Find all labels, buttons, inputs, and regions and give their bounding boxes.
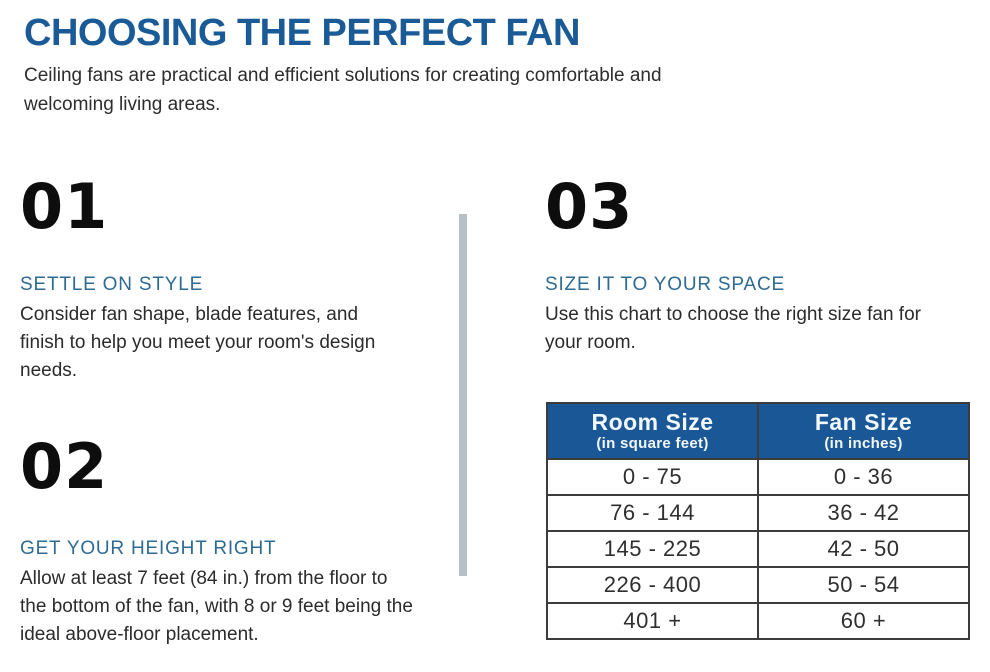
column-header-room-size (547, 403, 758, 459)
step-1-number: 01 (20, 170, 109, 243)
fan-size-table (546, 402, 970, 640)
table-header-row (547, 403, 969, 459)
room-size-cell: 76 - 144 (547, 495, 758, 531)
fan-size-cell: 60 + (758, 603, 969, 639)
room-size-cell: 226 - 400 (547, 567, 758, 603)
table-row (547, 459, 969, 495)
step-2-number: 02 (20, 430, 109, 503)
table-row (547, 603, 969, 639)
room-size-cell: 145 - 225 (547, 531, 758, 567)
page-subtitle: Ceiling fans are practical and efficient solutions for creating comfortable and welcoming living areas. (24, 65, 662, 115)
fan-size-cell: 42 - 50 (758, 531, 969, 567)
step-3-body: Use this chart to choose the right size fan for your room. (545, 304, 921, 353)
table-row (547, 531, 969, 567)
vertical-divider (459, 214, 467, 576)
step-2-heading: GET YOUR HEIGHT RIGHT (20, 538, 277, 559)
table-row (547, 567, 969, 603)
page-title: CHOOSING THE PERFECT FAN (24, 12, 580, 54)
fan-size-subtitle: (in inches) (824, 435, 903, 452)
room-size-cell: 0 - 75 (547, 459, 758, 495)
step-1-body: Consider fan shape, blade features, and finish to help you meet your room's design needs. (20, 304, 376, 381)
step-2-body: Allow at least 7 feet (84 in.) from the floor to the bottom of the fan, with 8 or 9 feet being the ideal above-floor placement. (20, 568, 413, 645)
fan-size-cell: 50 - 54 (758, 567, 969, 603)
column-header-fan-size (758, 403, 969, 459)
step-1-heading: SETTLE ON STYLE (20, 274, 204, 295)
room-size-title: Room Size (591, 409, 714, 435)
table-row (547, 495, 969, 531)
fan-size-cell: 0 - 36 (758, 459, 969, 495)
step-3-heading: SIZE IT TO YOUR SPACE (545, 274, 785, 295)
room-size-subtitle: (in square feet) (596, 435, 709, 452)
fan-size-cell: 36 - 42 (758, 495, 969, 531)
step-3-number: 03 (545, 170, 634, 243)
fan-size-title: Fan Size (814, 409, 913, 435)
room-size-cell: 401 + (547, 603, 758, 639)
